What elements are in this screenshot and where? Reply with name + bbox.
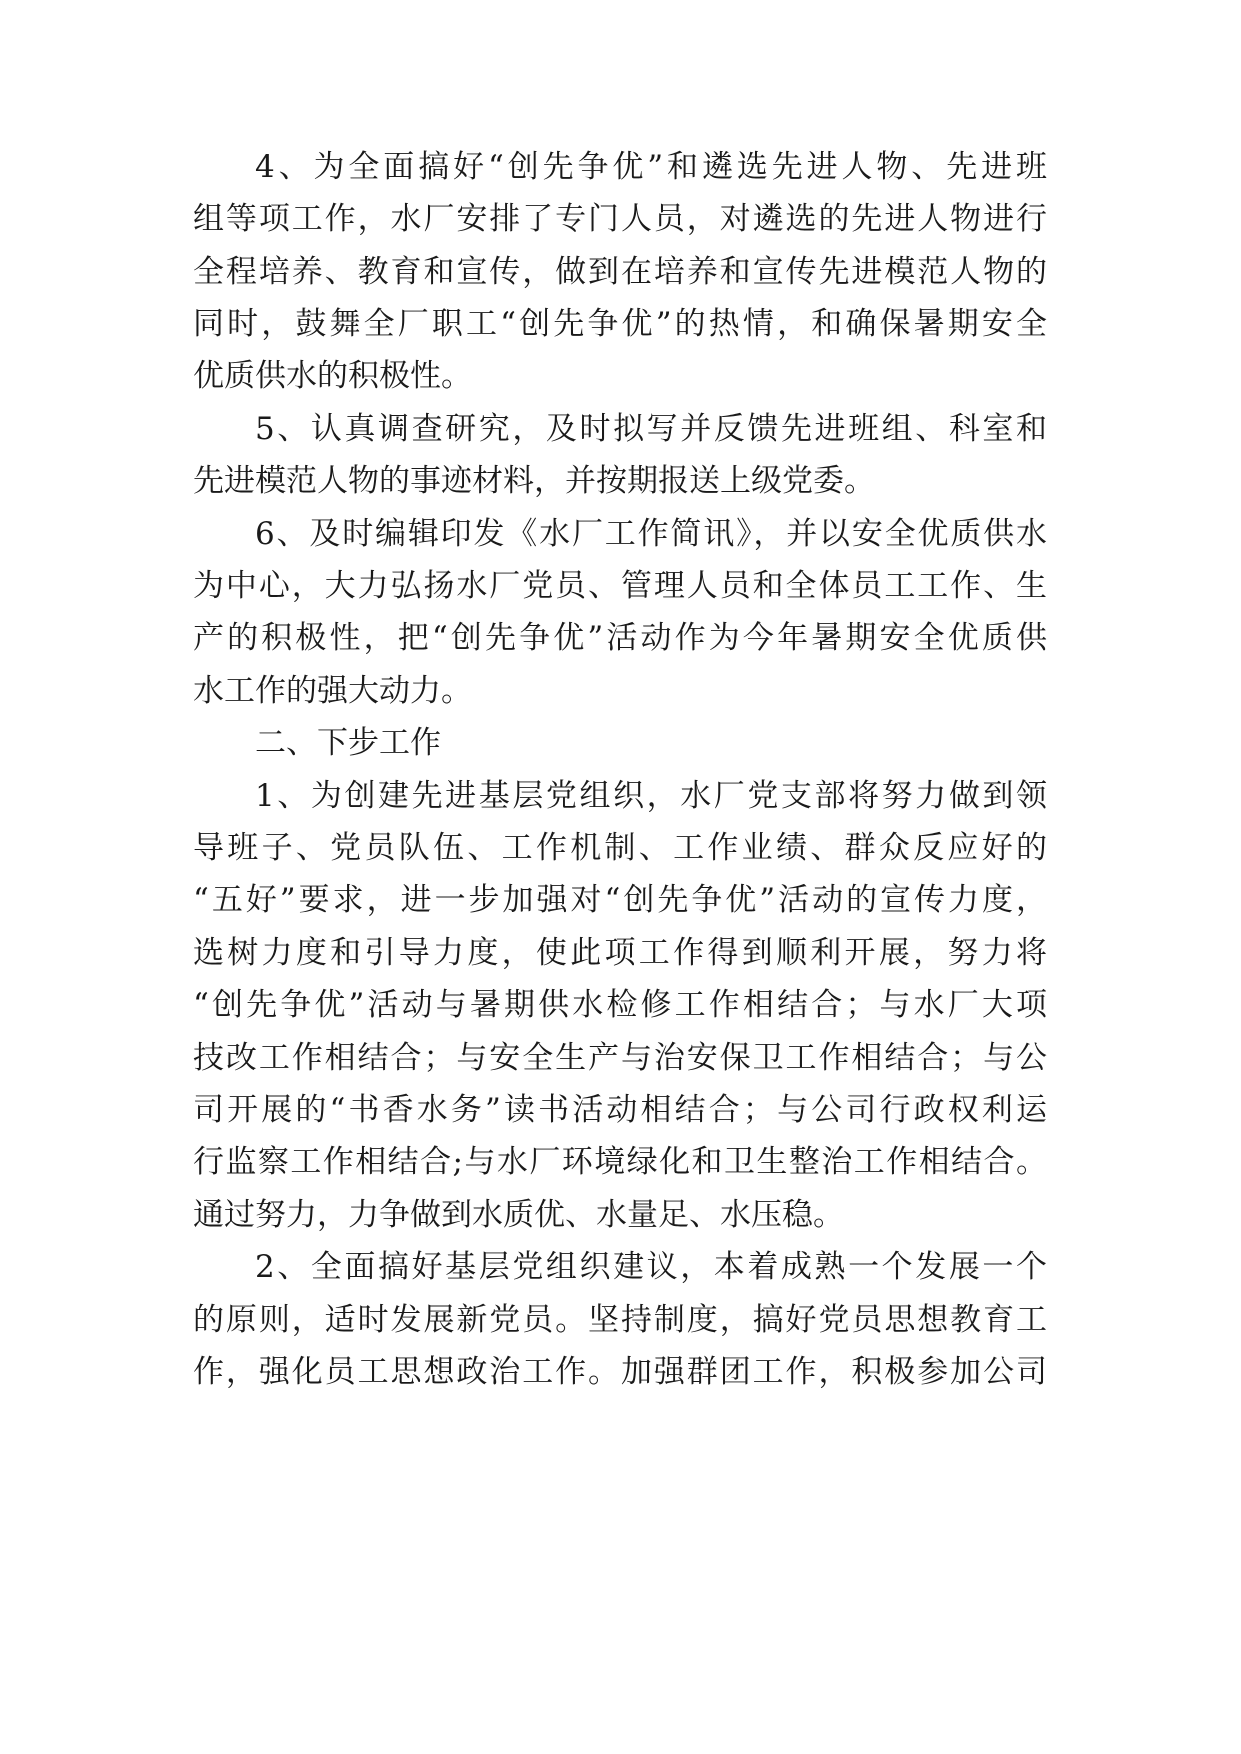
text-line: 先进模范人物的事迹材料，并按期报送上级党委。 (193, 463, 875, 499)
text-line: 6、及时编辑印发《水厂工作简讯》，并以安全优质供水 (255, 516, 1047, 552)
text-line: 导班子、党员队伍、工作机制、工作业绩、群众反应好的 (193, 830, 1047, 866)
text-line: 全程培养、教育和宣传，做到在培养和宣传先进模范人物的 (193, 254, 1047, 290)
text-line: 为中心，大力弘扬水厂党员、管理人员和全体员工工作、生 (193, 568, 1047, 604)
text-line: 司开展的“书香水务”读书活动相结合；与公司行政权利运 (193, 1092, 1047, 1128)
text-line: 的原则，适时发展新党员。坚持制度，搞好党员思想教育工 (193, 1302, 1047, 1338)
text-line: 水工作的强大动力。 (193, 673, 472, 709)
text-line: 行监察工作相结合;与水厂环境绿化和卫生整治工作相结合。 (193, 1144, 1047, 1180)
text-line: 4、为全面搞好“创先争优”和遴选先进人物、先进班 (255, 149, 1047, 185)
text-line: 优质供水的积极性。 (193, 358, 472, 394)
text-line: “创先争优”活动与暑期供水检修工作相结合；与水厂大项 (193, 987, 1047, 1023)
text-line: 作，强化员工思想政治工作。加强群团工作，积极参加公司 (193, 1354, 1047, 1390)
section-heading: 二、下步工作 (255, 725, 441, 761)
text-line: 1、为创建先进基层党组织，水厂党支部将努力做到领 (255, 778, 1047, 814)
text-line: 2、全面搞好基层党组织建议，本着成熟一个发展一个 (255, 1249, 1047, 1285)
text-line: 组等项工作，水厂安排了专门人员，对遴选的先进人物进行 (193, 201, 1047, 237)
text-line: 5、认真调查研究，及时拟写并反馈先进班组、科室和 (255, 411, 1047, 447)
text-line: “五好”要求，进一步加强对“创先争优”活动的宣传力度， (193, 882, 1047, 918)
text-line: 选树力度和引导力度，使此项工作得到顺利开展，努力将 (193, 935, 1047, 971)
text-line: 技改工作相结合；与安全生产与治安保卫工作相结合；与公 (193, 1040, 1047, 1076)
text-line: 产的积极性，把“创先争优”活动作为今年暑期安全优质供 (193, 620, 1047, 656)
text-line: 同时，鼓舞全厂职工“创先争优”的热情，和确保暑期安全 (193, 306, 1047, 342)
text-line: 通过努力，力争做到水质优、水量足、水压稳。 (193, 1197, 844, 1233)
